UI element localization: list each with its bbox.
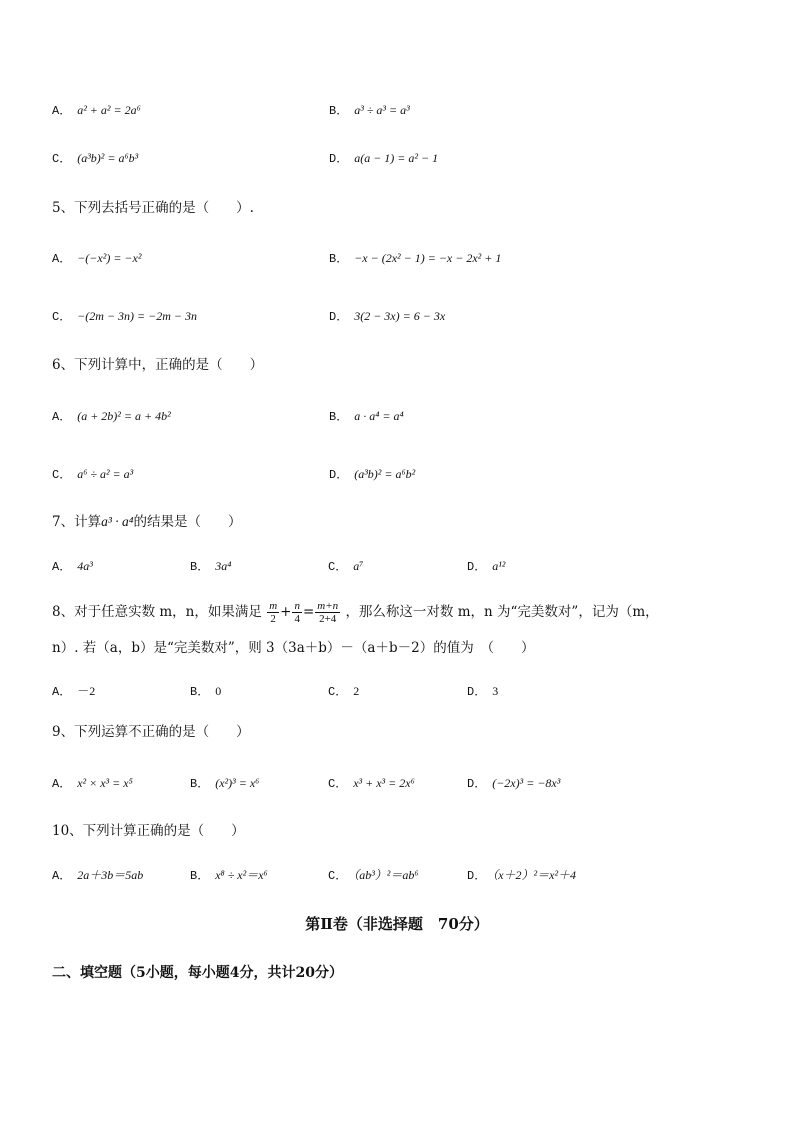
q9-option-c[interactable]: C． x³ + x³ = 2x⁶: [328, 776, 415, 791]
q8-options-row: [0, 679, 794, 703]
section-subtitle: 二、填空题（5小题，每小题4分，共计20分）: [52, 965, 343, 981]
q6-options-row-1: [0, 404, 794, 428]
q4-option-b[interactable]: B． a³ ÷ a³ = a³: [329, 103, 410, 118]
q10-option-b[interactable]: B． x⁸ ÷ x²＝x⁶: [190, 868, 268, 883]
q5-options-row-1: [0, 246, 794, 270]
section-title: 第Ⅱ卷（非选择题 70分）: [305, 915, 489, 933]
q9-stem: 9、下列运算不正确的是（ ）: [52, 724, 250, 740]
q7-stem-expression: a³ · a⁴: [101, 514, 134, 529]
q8-stem-line-2: n）. 若（a，b）是“完美数对”，则 3（3a＋b）－（a＋b－2）的值为 （ ）: [52, 640, 535, 656]
q8-option-c[interactable]: C． 2: [328, 684, 360, 699]
q7-option-a[interactable]: A． 4a³: [52, 559, 93, 574]
q9-option-b[interactable]: B． (x²)³ = x⁶: [190, 776, 260, 791]
q8-stem-line-1: 8、对于任意实数 m，n，如果满足 $\frac{m}{2}$ + $\frac{n}{4}$ = $\frac{m+n}{2+4}$ ，那么称这一对数 m，n 为“完美数对”，记为（m，: [52, 600, 659, 625]
q8-fraction-3: $\frac{m+n}{2+4}$: [317, 600, 339, 625]
q5-option-d[interactable]: D． 3(2 − 3x) = 6 − 3x: [329, 309, 446, 324]
q8-option-d[interactable]: D． 3: [467, 684, 499, 699]
q8-fraction-1: $\frac{m}{2}$: [269, 600, 278, 625]
q5-option-a[interactable]: A． −(−x²) = −x²: [52, 251, 142, 266]
q10-option-a[interactable]: A． 2a＋3b＝5ab: [52, 868, 144, 883]
q6-option-c[interactable]: C． a⁶ ÷ a² = a³: [52, 467, 134, 482]
q7-options-row: [0, 554, 794, 578]
q8-fraction-2: $\frac{n}{4}$: [294, 600, 300, 625]
q10-option-c[interactable]: C． （ab³）²＝ab⁶: [328, 868, 419, 883]
q5-option-c[interactable]: C． −(2m − 3n) = −2m − 3n: [52, 309, 198, 324]
q6-option-b[interactable]: B． a · a⁴ = a⁴: [329, 409, 404, 424]
q7-option-b[interactable]: B． 3a⁴: [190, 559, 232, 574]
q10-option-d[interactable]: D． （x＋2）²＝x²＋4: [467, 868, 577, 883]
q5-option-b[interactable]: B． −x − (2x² − 1) = −x − 2x² + 1: [329, 251, 502, 266]
q9-option-a[interactable]: A． x² × x³ = x⁵: [52, 776, 133, 791]
q4-option-a[interactable]: A． a² + a² = 2a⁶: [52, 103, 141, 118]
q10-options-row: [0, 863, 794, 887]
q6-option-a[interactable]: A． (a + 2b)² = a + 4b²: [52, 409, 171, 424]
q6-options-row-2: [0, 462, 794, 486]
q5-options-row-2: [0, 304, 794, 328]
q4-option-c[interactable]: C． (a³b)² = a⁶b³: [52, 151, 139, 166]
q7-option-c[interactable]: C． a⁷: [328, 559, 364, 574]
q5-stem: 5、下列去括号正确的是（ ）.: [52, 200, 254, 216]
q7-option-d[interactable]: D． a¹²: [467, 559, 506, 574]
q9-options-row: [0, 771, 794, 795]
q8-option-b[interactable]: B． 0: [190, 684, 222, 699]
q8-option-a[interactable]: A． －2: [52, 684, 96, 699]
q6-option-d[interactable]: D． (a³b)² = a⁶b²: [329, 467, 416, 482]
q7-stem: 7、计算a³ · a⁴的结果是（ ）: [52, 514, 242, 530]
q10-stem: 10、下列计算正确的是（ ）: [52, 823, 245, 839]
q4-options-row-1: [0, 98, 794, 122]
q4-options-row-2: [0, 146, 794, 170]
q4-option-d[interactable]: D． a(a − 1) = a² − 1: [329, 151, 439, 166]
q9-option-d[interactable]: D． (−2x)³ = −8x³: [467, 776, 561, 791]
q6-stem: 6、下列计算中，正确的是（ ）: [52, 357, 264, 373]
